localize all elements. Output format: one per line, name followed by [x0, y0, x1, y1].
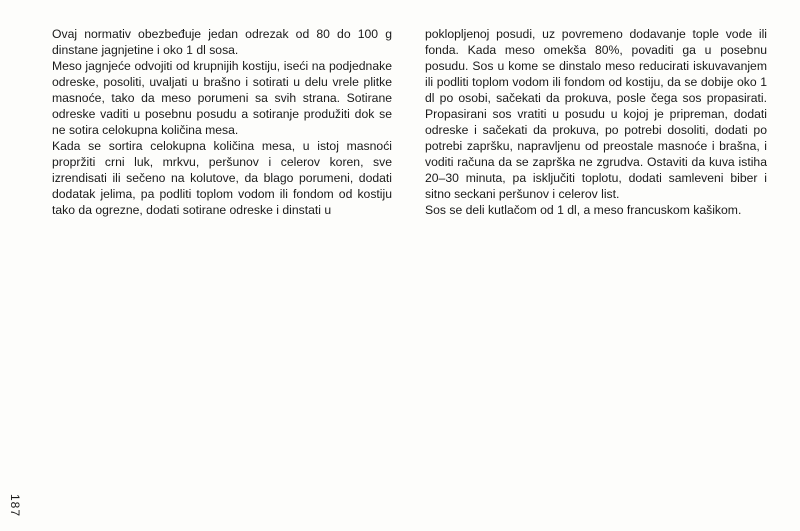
paragraph-sauce-preparation: poklopljenoj posudi, uz povremeno dodavanje tople vode ili fonda. Kada meso omekša 80%, povaditi ga u posebnu posudu. Sos u kome se dinstalo meso reducirati iskuvavanjem ili podliti toplom vodom ili fondom od kostiju, da se dobije oko 1 dl po osobi, sačekati da prokuva, posle čega sos propasirati. Propasirani sos vratiti u posudu u kojoj je pripreman, dodati odreske i sačekati da prokuva, po potrebi dosoliti, dodati po potrebi zapršku, napravljenu od preostale masnoće i brašna, i voditi računa da se zaprška ne zgrudva. Ostaviti da kuva istiha 20–30 minuta, pa isključiti toplotu, dodati samleveni biber i sitno seckani peršunov i celerov list.: [425, 27, 767, 201]
left-text-column: [52, 26, 392, 218]
paragraph-vegetables-braising: Kada se sortira celokupna količina mesa, u istoj masnoći propržiti crni luk, mrkvu, peršunov i celerov koren, sve izrendisati ili sečeno na kolutove, da blago porumeni, dodati dodatak jelima, pa podliti toplom vodom ili fondom od kostiju tako da ogrezne, dodati sotirane odreske i dinstati u: [52, 139, 392, 217]
paragraph-portion-info: Ovaj normativ obezbeđuje jedan odrezak od 80 do 100 g dinstane jagnjetine i oko 1 dl sosa.: [52, 27, 392, 57]
paragraph-serving: Sos se deli kutlačom od 1 dl, a meso francuskom kašikom.: [425, 203, 742, 217]
paragraph-meat-preparation: Meso jagnjeće odvojiti od krupnijih kostiju, iseći na podjednake odreske, posoliti, uvaljati u brašno i sotirati u delu vrele plitke masnoće, tako da meso porumeni sa svih strana. Sotirane odreske vaditi u posebnu posudu a sotiranje produžiti dok se ne sotira celokupna količina mesa.: [52, 59, 392, 137]
right-text-column: [425, 26, 767, 218]
page-number: 187: [8, 494, 22, 518]
